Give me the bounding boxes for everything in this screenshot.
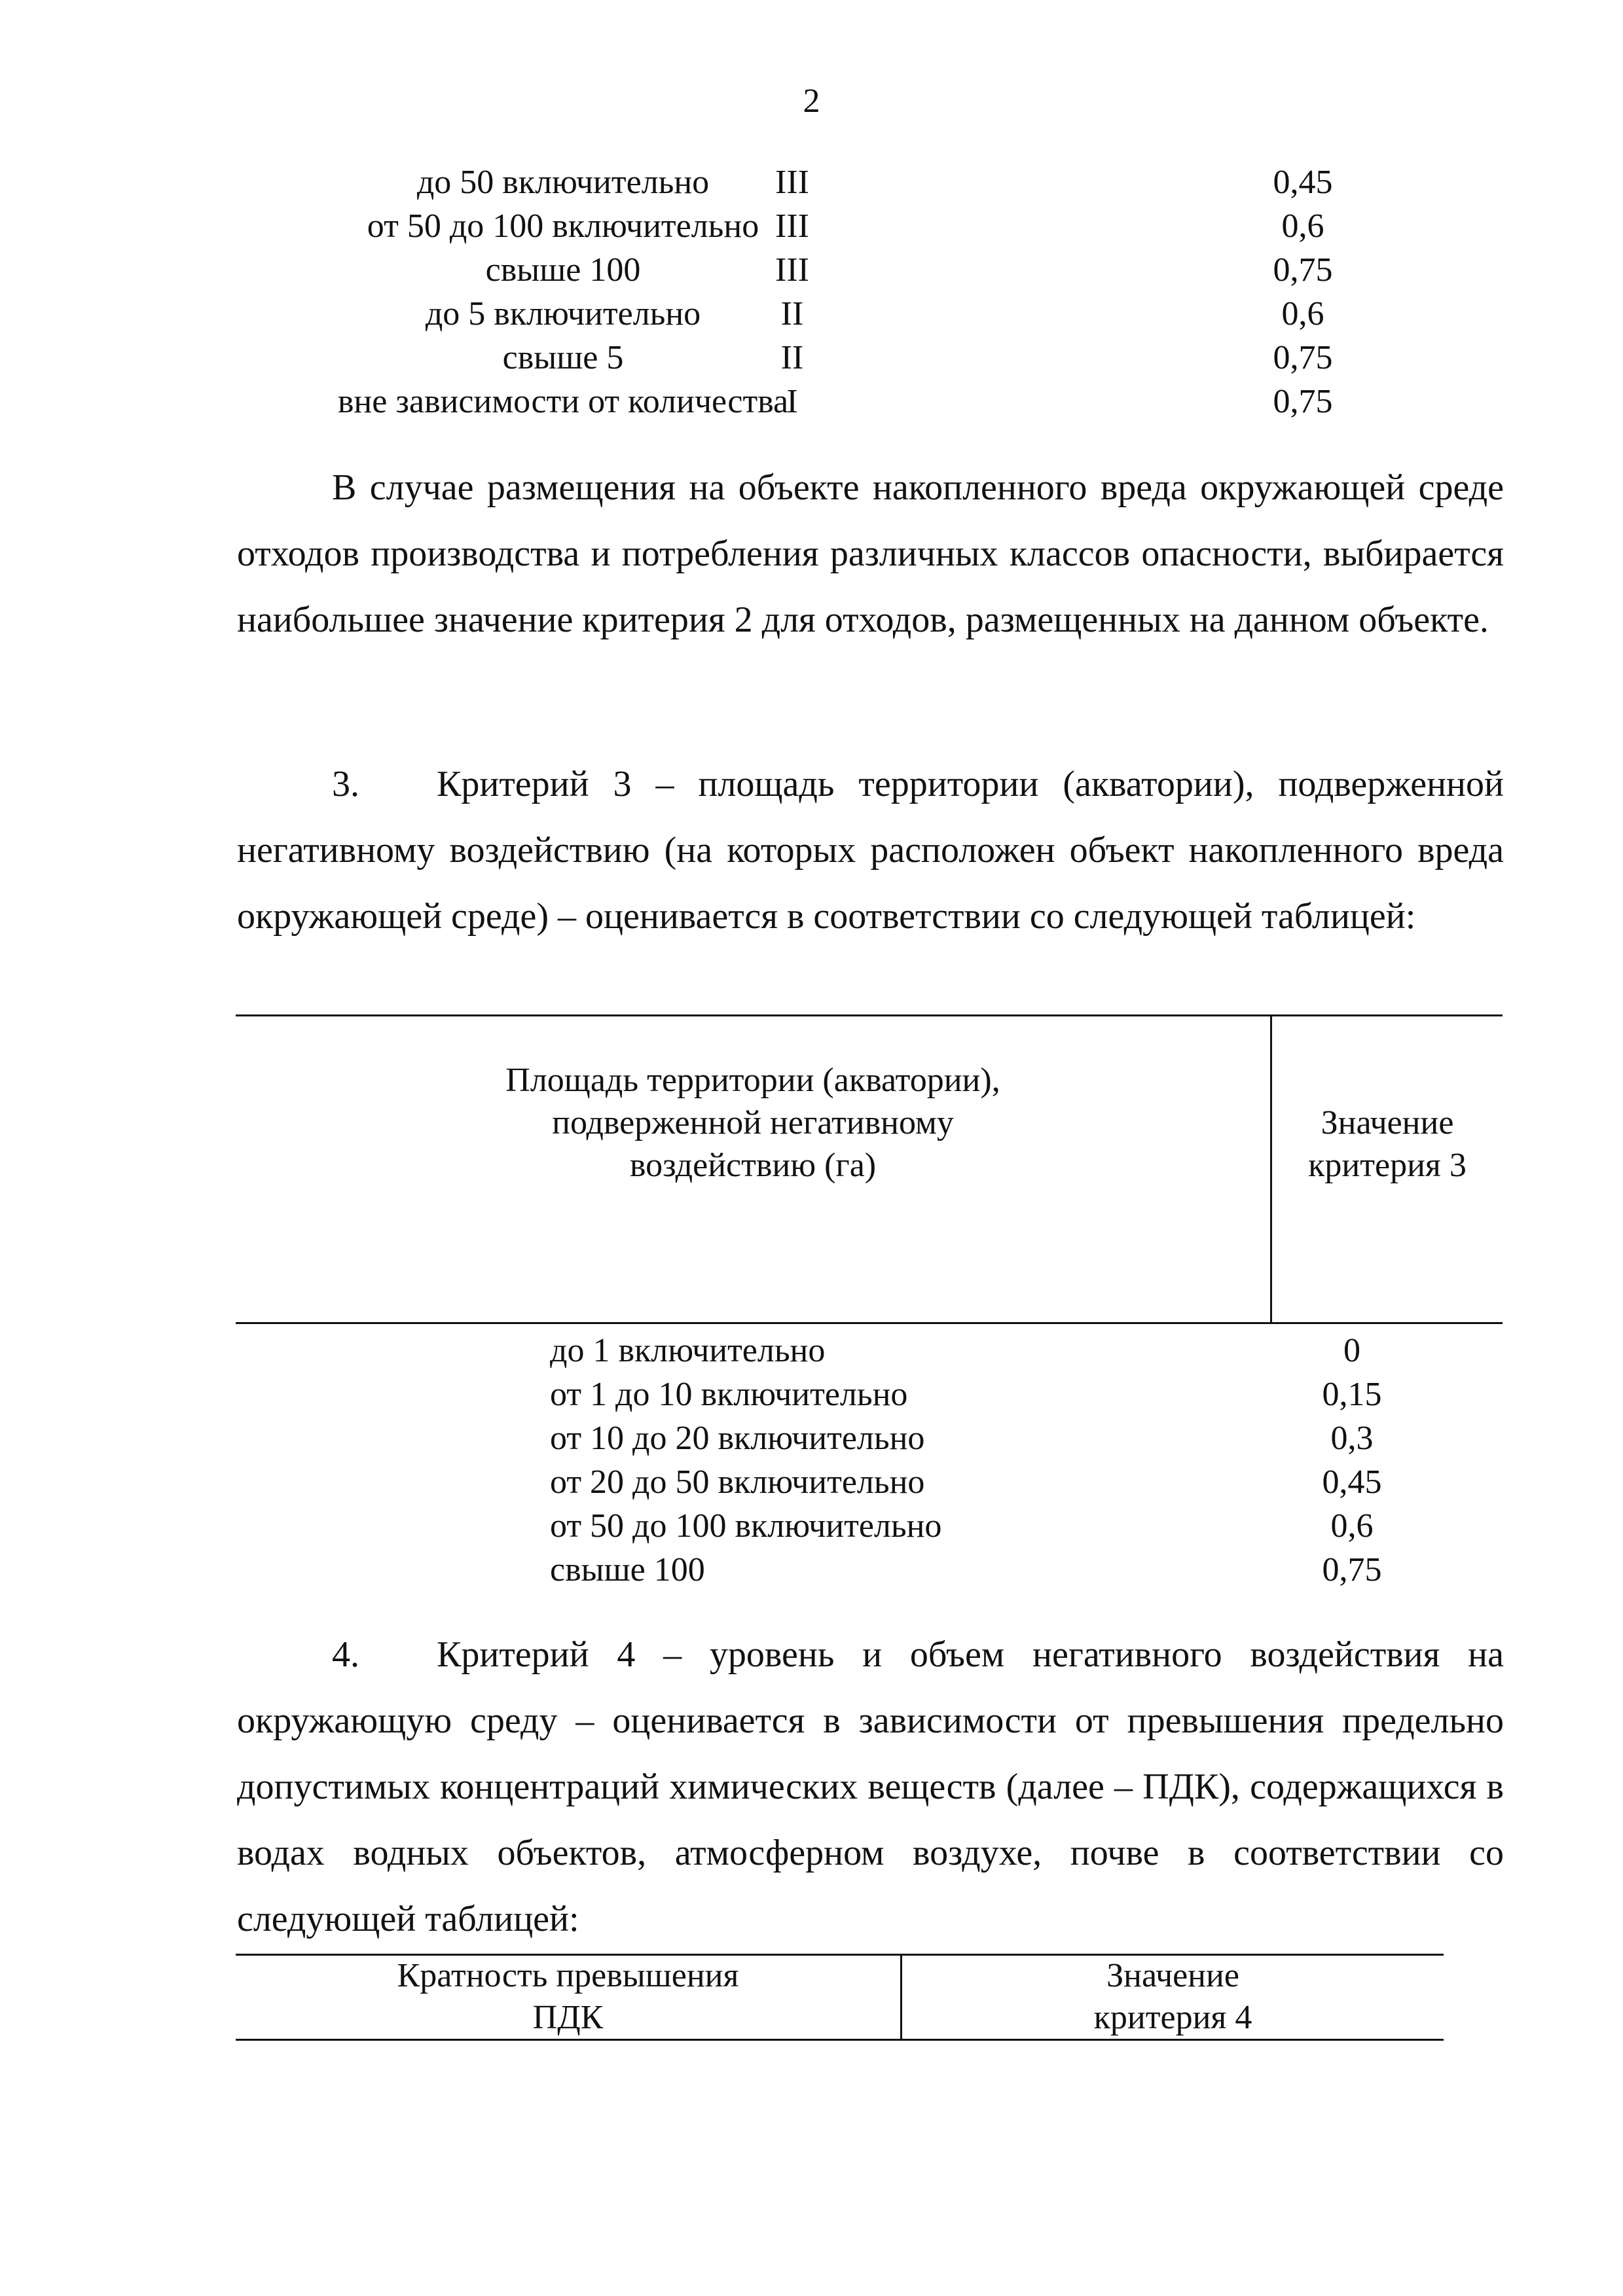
quantity-cell: до 5 включительно — [425, 295, 701, 332]
area-column-header — [236, 1059, 1270, 1187]
hazard-class-cell: I — [786, 383, 798, 420]
value-cell: 0,6 — [1281, 207, 1324, 245]
table-row — [236, 1504, 1503, 1548]
header-line: ПДК — [532, 1999, 604, 2036]
paragraph-text: В случае размещения на объекте накопленного вреда окружающей среде отходов производства и потребления различных классов опасности, выбирается наибольшее значение критерия 2 для отходов, размещенных на данном объекте. — [237, 467, 1504, 640]
table-row — [236, 1416, 1503, 1460]
header-line: Значение — [1106, 1957, 1239, 1994]
table-rule — [236, 1014, 1503, 1016]
area-cell: от 50 до 100 включительно — [550, 1507, 942, 1545]
hazard-class-cell: II — [780, 295, 804, 332]
quantity-cell: до 50 включительно — [416, 164, 710, 201]
header-line: Площадь территории (акватории), — [505, 1062, 1000, 1099]
table-row — [236, 160, 1414, 204]
criterion2-table-continuation — [236, 160, 1414, 423]
area-cell: от 20 до 50 включительно — [550, 1463, 925, 1501]
quantity-cell: от 50 до 100 включительно — [367, 207, 759, 245]
value-cell: 0,6 — [1330, 1507, 1374, 1545]
criterion4-table-header — [236, 1954, 1444, 2042]
quantity-cell: свыше 100 — [485, 251, 641, 289]
criterion3-table-header — [236, 1014, 1503, 1322]
criterion4-number: 4. — [332, 1634, 359, 1675]
header-line: Кратность превышения — [397, 1957, 739, 1994]
quantity-cell: вне зависимости от количества — [337, 383, 789, 420]
area-cell: от 1 до 10 включительно — [550, 1376, 908, 1413]
hazard-class-cell: III — [775, 207, 809, 245]
area-cell: от 10 до 20 включительно — [550, 1420, 925, 1457]
value-cell: 0,6 — [1281, 295, 1324, 332]
value-cell: 0,75 — [1273, 251, 1333, 289]
value-cell: 0 — [1343, 1332, 1360, 1369]
table-row — [236, 1548, 1503, 1592]
table-row — [236, 1372, 1503, 1416]
ratio-column-header — [236, 1955, 900, 2039]
page-number: 2 — [803, 82, 820, 120]
header-line: воздействию (га) — [629, 1147, 877, 1184]
table-row — [236, 1329, 1503, 1372]
table-row — [236, 380, 1414, 423]
hazard-class-cell: II — [780, 339, 804, 376]
hazard-class-cell: III — [775, 251, 809, 289]
table-row — [236, 336, 1414, 380]
table-row — [236, 204, 1414, 248]
table-row — [236, 1460, 1503, 1504]
area-cell: до 1 включительно — [550, 1332, 826, 1369]
criterion3-table-body — [236, 1329, 1503, 1592]
table-rule — [236, 2039, 1444, 2041]
criterion3-number: 3. — [332, 764, 359, 804]
criterion4-text: Критерий 4 – уровень и объем негативного воздействия на окружающую среду – оценивается в зависимости от превышения предельно допустимых концентраций химических веществ (далее – ПДК), содержащихся в водах водных объектов, атмосферном воздухе, почве в соответствии со следующей таблицей: — [237, 1634, 1504, 1939]
paragraph-mixed-classes — [237, 455, 1504, 653]
value-cell: 0,75 — [1273, 383, 1333, 420]
value-cell: 0,75 — [1322, 1551, 1382, 1588]
criterion3-paragraph — [237, 751, 1504, 950]
value-cell: 0,45 — [1322, 1463, 1382, 1501]
header-line: подверженной негативному — [552, 1104, 954, 1141]
table-row — [236, 292, 1414, 336]
header-line: Значение — [1321, 1104, 1454, 1141]
area-cell: свыше 100 — [550, 1551, 705, 1588]
table-rule — [236, 1322, 1503, 1324]
value-cell: 0,3 — [1330, 1420, 1374, 1457]
value-column-header — [902, 1955, 1444, 2039]
value-cell: 0,45 — [1273, 164, 1333, 201]
criterion4-paragraph — [237, 1622, 1504, 1952]
criterion3-text: Критерий 3 – площадь территории (акватории), подверженной негативному воздействию (на которых расположен объект накопленного вреда окружающей среде) – оценивается в соответствии со следующей таблицей: — [237, 764, 1504, 937]
header-line: критерия 3 — [1308, 1147, 1467, 1184]
value-column-header — [1272, 1102, 1503, 1187]
value-cell: 0,75 — [1273, 339, 1333, 376]
quantity-cell: свыше 5 — [502, 339, 624, 376]
table-row — [236, 248, 1414, 292]
value-cell: 0,15 — [1322, 1376, 1382, 1413]
hazard-class-cell: III — [775, 164, 809, 201]
header-line: критерия 4 — [1093, 1999, 1252, 2036]
